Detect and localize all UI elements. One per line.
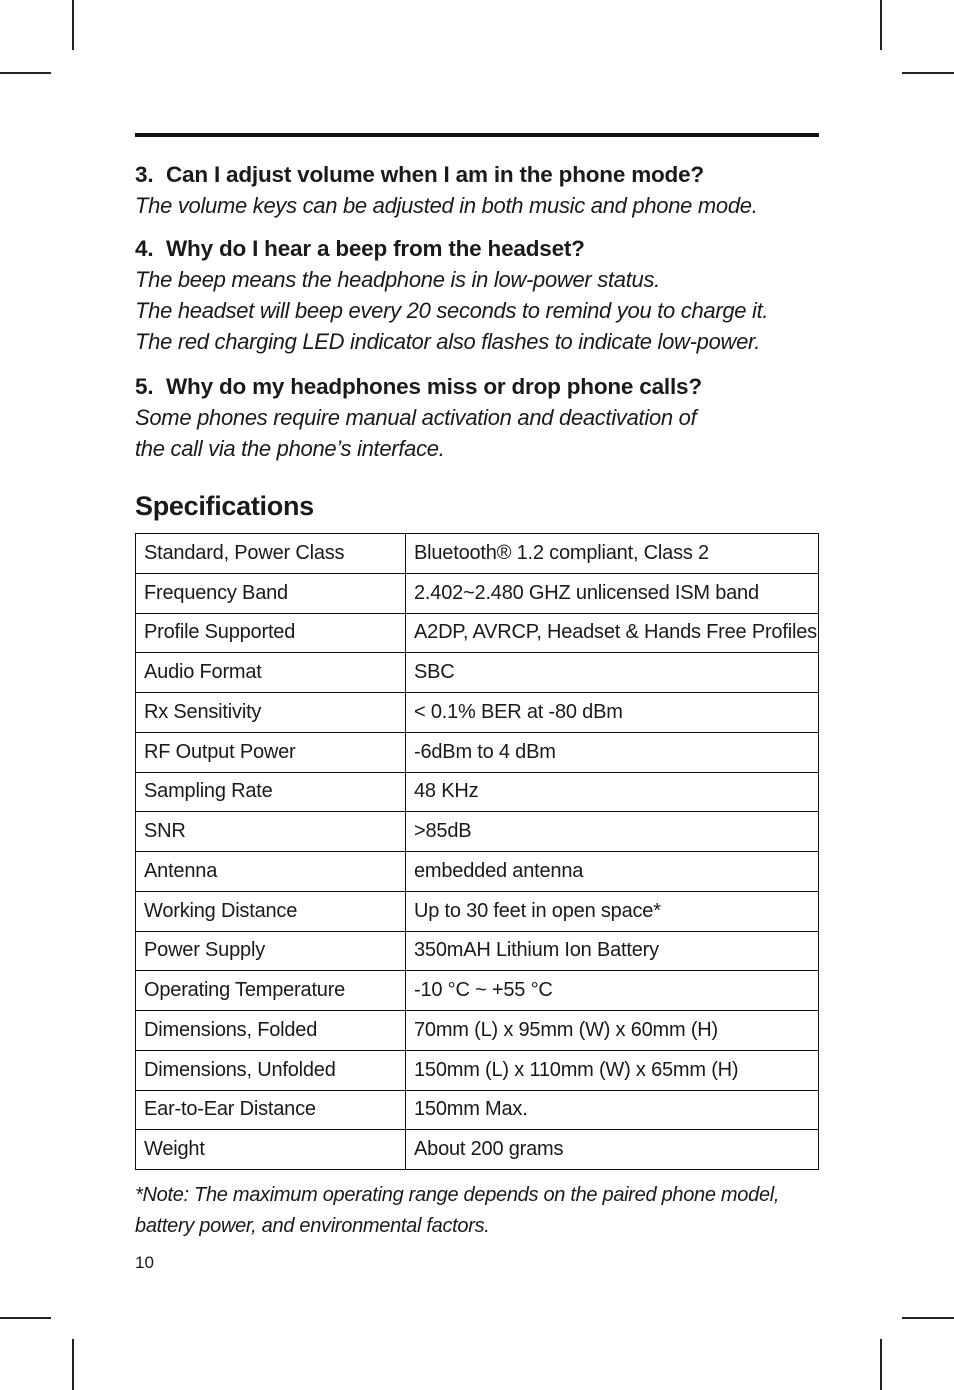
faq-answer-line: The headset will beep every 20 seconds to remind you to charge it. bbox=[135, 298, 769, 323]
spec-value: SBC bbox=[406, 653, 819, 693]
crop-mark bbox=[880, 0, 882, 50]
table-row bbox=[136, 573, 819, 613]
spec-value: About 200 grams bbox=[406, 1130, 819, 1170]
spec-label: Profile Supported bbox=[136, 613, 406, 653]
faq-answer-line: Some phones require manual activation and deactivation of bbox=[135, 405, 697, 430]
spec-value: Up to 30 feet in open space* bbox=[406, 891, 819, 931]
crop-mark bbox=[902, 1317, 954, 1319]
table-row bbox=[136, 1090, 819, 1130]
faq-item-4 bbox=[135, 233, 819, 357]
table-row bbox=[136, 693, 819, 733]
spec-label: Operating Temperature bbox=[136, 971, 406, 1011]
table-row bbox=[136, 971, 819, 1011]
spec-label: Frequency Band bbox=[136, 573, 406, 613]
spec-label: Rx Sensitivity bbox=[136, 693, 406, 733]
spec-value: Bluetooth® 1.2 compliant, Class 2 bbox=[406, 534, 819, 574]
specifications-heading: Specifications bbox=[135, 491, 314, 521]
spec-label: Dimensions, Folded bbox=[136, 1011, 406, 1051]
specifications-table bbox=[135, 533, 819, 1170]
spec-label: Sampling Rate bbox=[136, 772, 406, 812]
spec-value: < 0.1% BER at -80 dBm bbox=[406, 693, 819, 733]
spec-value: embedded antenna bbox=[406, 852, 819, 892]
spec-label: SNR bbox=[136, 812, 406, 852]
table-row bbox=[136, 931, 819, 971]
faq-question: 4. Why do I hear a beep from the headset? bbox=[135, 236, 585, 261]
table-row bbox=[136, 1050, 819, 1090]
spec-value: -10 °C ~ +55 °C bbox=[406, 971, 819, 1011]
faq-answer-line: The volume keys can be adjusted in both music and phone mode. bbox=[135, 193, 758, 218]
spec-label: Standard, Power Class bbox=[136, 534, 406, 574]
footnote-line: *Note: The maximum operating range depends on the paired phone model, bbox=[135, 1184, 780, 1206]
table-row bbox=[136, 1130, 819, 1170]
table-row bbox=[136, 732, 819, 772]
spec-value: 150mm (L) x 110mm (W) x 65mm (H) bbox=[406, 1050, 819, 1090]
spec-value: A2DP, AVRCP, Headset & Hands Free Profiles bbox=[406, 613, 819, 653]
spec-value: -6dBm to 4 dBm bbox=[406, 732, 819, 772]
spec-label: Audio Format bbox=[136, 653, 406, 693]
table-row bbox=[136, 653, 819, 693]
spec-value: 48 KHz bbox=[406, 772, 819, 812]
spec-label: RF Output Power bbox=[136, 732, 406, 772]
spec-label: Weight bbox=[136, 1130, 406, 1170]
spec-value: 350mAH Lithium Ion Battery bbox=[406, 931, 819, 971]
spec-label: Antenna bbox=[136, 852, 406, 892]
footnote bbox=[135, 1180, 819, 1242]
table-row bbox=[136, 613, 819, 653]
spec-label: Working Distance bbox=[136, 891, 406, 931]
crop-mark bbox=[72, 0, 74, 50]
spec-value: 150mm Max. bbox=[406, 1090, 819, 1130]
faq-question: 5. Why do my headphones miss or drop phone calls? bbox=[135, 374, 702, 399]
faq-answer-line: The beep means the headphone is in low-power status. bbox=[135, 267, 660, 292]
spec-label: Power Supply bbox=[136, 931, 406, 971]
table-row bbox=[136, 1011, 819, 1051]
faq-question: 3. Can I adjust volume when I am in the phone mode? bbox=[135, 162, 704, 187]
table-row bbox=[136, 534, 819, 574]
faq-item-5 bbox=[135, 371, 819, 464]
top-rule bbox=[135, 133, 819, 137]
spec-label: Ear-to-Ear Distance bbox=[136, 1090, 406, 1130]
crop-mark bbox=[0, 72, 51, 74]
faq-item-3 bbox=[135, 159, 819, 221]
crop-mark bbox=[0, 1317, 51, 1319]
spec-label: Dimensions, Unfolded bbox=[136, 1050, 406, 1090]
table-row bbox=[136, 812, 819, 852]
crop-mark bbox=[902, 72, 954, 74]
table-row bbox=[136, 852, 819, 892]
page-number: 10 bbox=[135, 1253, 154, 1272]
faq-answer-line: The red charging LED indicator also flashes to indicate low-power. bbox=[135, 329, 761, 354]
footnote-line: battery power, and environmental factors. bbox=[135, 1215, 490, 1237]
spec-value: 70mm (L) x 95mm (W) x 60mm (H) bbox=[406, 1011, 819, 1051]
crop-mark bbox=[880, 1339, 882, 1390]
crop-mark bbox=[72, 1339, 74, 1390]
table-row bbox=[136, 772, 819, 812]
table-row bbox=[136, 891, 819, 931]
spec-value: 2.402~2.480 GHZ unlicensed ISM band bbox=[406, 573, 819, 613]
faq-answer-line: the call via the phone’s interface. bbox=[135, 436, 445, 461]
spec-value: >85dB bbox=[406, 812, 819, 852]
